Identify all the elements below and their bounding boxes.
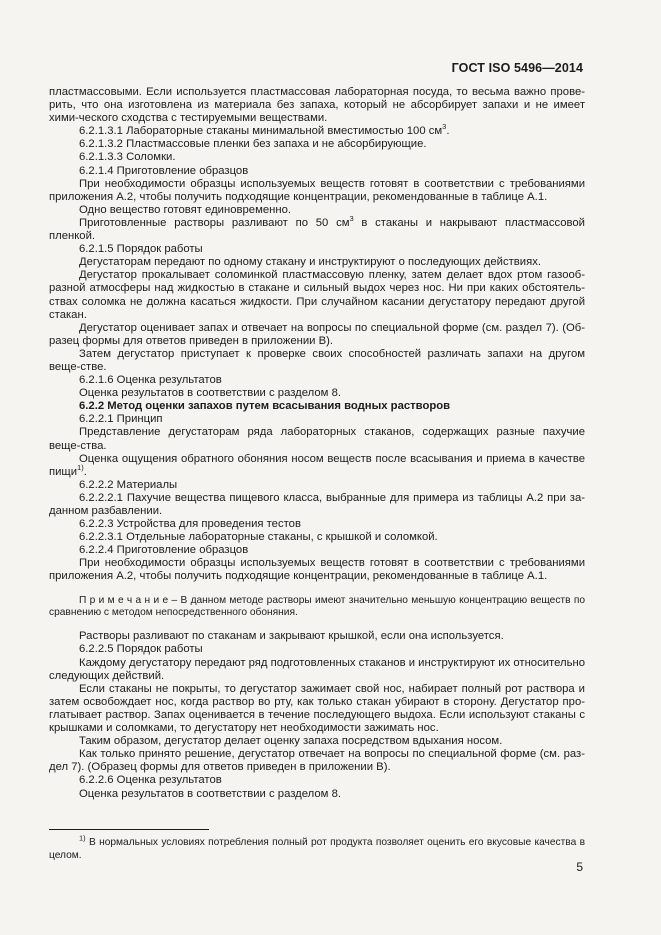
paragraph: [49, 643, 585, 656]
page-number: 5: [576, 860, 583, 874]
paragraph: [49, 657, 585, 683]
paragraph: [49, 426, 585, 452]
paragraph-text: 6.2.2 Метод оценки запахов путем всасывания водных растворов: [79, 400, 451, 413]
paragraph: [49, 413, 585, 426]
paragraph-text: 6.2.2.2 Материалы: [79, 478, 178, 491]
paragraph: [49, 178, 585, 204]
paragraph: [49, 348, 585, 374]
paragraph-text: 6.2.1.3.1 Лабораторные стаканы минимальной вместимостью 100 см: [79, 125, 443, 138]
paragraph: [49, 387, 585, 400]
paragraph: [49, 138, 585, 151]
paragraph: [49, 453, 585, 479]
paragraph-text: 6.2.2.4 Приготовление образцов: [79, 544, 249, 557]
paragraph-text-tail: в стаканы и накрывают пластмассовой пленкой.: [49, 216, 585, 243]
footnote: [49, 833, 585, 862]
paragraph: [49, 557, 585, 583]
footnote-text: В нормальных условиях потребления полный рот продукта позволяет оценить его вкусовые качества в целом.: [49, 837, 585, 861]
paragraph-text: 6.2.2.5 Порядок работы: [79, 643, 203, 656]
superscript: 1): [77, 462, 84, 472]
paragraph-text: Дегустатор прокалывает соломинкой пластмассовую пленку, затем делает вдох ртом газооб-разной атмосферы над жидкостью в стакане и сильный выдох через нос. Ни при каких обстоятель-ствах соломка не должна касаться жидкости. При случайном касании дегустатору передают другой стакан.: [49, 269, 585, 321]
paragraph: [49, 735, 585, 748]
paragraph: [49, 269, 585, 321]
paragraph-text: 6.2.1.3.2 Пластмассовые пленки без запаха и не абсорбирующие.: [79, 138, 427, 151]
paragraph: [49, 774, 585, 787]
paragraph-text-tail: .: [446, 125, 450, 138]
text-block-1: [49, 86, 585, 584]
paragraph-text: Затем дегустатор приступает к проверке своих способностей различать запахи на другом веще-стве.: [49, 347, 585, 373]
paragraph: [49, 544, 585, 557]
paragraph-text: Представление дегустаторам ряда лабораторных стаканов, содержащих разные пахучие веще-ства.: [49, 426, 585, 452]
paragraph-text-tail: .: [83, 465, 87, 478]
paragraph-text: Оценка результатов в соответствии с разделом 8.: [79, 387, 341, 400]
paragraph: [49, 243, 585, 256]
paragraph: [49, 683, 585, 735]
superscript: 3: [349, 214, 354, 224]
paragraph-text: 6.2.2.1 Принцип: [79, 413, 163, 426]
standard-header: ГОСТ ISO 5496—2014: [451, 61, 583, 75]
footnote-mark: 1): [79, 833, 86, 843]
paragraph-text: 6.2.1.4 Приготовление образцов: [79, 164, 249, 177]
paragraph-text: Дегустатор оценивает запах и отвечает на вопросы по специальной форме (см. раздел 7). (Об-разец формы для ответов приведен в приложении В).: [49, 321, 585, 347]
paragraph: [49, 204, 585, 217]
paragraph-text: Одно вещество готовят единовременно.: [79, 203, 292, 216]
footnote-rule: [49, 829, 209, 830]
paragraph: [49, 492, 585, 518]
paragraph: [49, 122, 585, 138]
paragraph-text: 6.2.2.6 Оценка результатов: [79, 774, 222, 787]
paragraph-text: 6.2.2.3 Устройства для проведения тестов: [79, 518, 301, 531]
paragraph-text: Дегустаторам передают по одному стакану и инструктируют о последующих действиях.: [79, 256, 542, 269]
paragraph: [49, 630, 585, 643]
paragraph: [49, 788, 585, 801]
paragraph: [49, 479, 585, 492]
paragraph: [49, 400, 585, 413]
paragraph-text: Оценка ощущения обратного обоняния носом веществ после всасывания и приема в качестве пищи: [49, 452, 585, 478]
paragraph: [49, 165, 585, 178]
text-block-2: [49, 630, 585, 800]
paragraph-text: При необходимости образцы используемых веществ готовят в соответствии с требованиями приложения А.2, чтобы получить подходящие концентрации, рекомендованные в таблице А.1.: [49, 557, 585, 583]
paragraph: [49, 86, 585, 125]
paragraph-text: 6.2.1.6 Оценка результатов: [79, 374, 222, 387]
paragraph-text: Если стаканы не покрыты, то дегустатор зажимает свой нос, набирает полный рот раствора и затем освобождает нос, когда раствор во рту, как только стакан убирают в сторону. Дегустатор про-глатывает раствор. Запах оценивается в течение последующего выдоха. Если используют стаканы с крышками и соломками, то дегустатору нет необходимости зажимать нос.: [49, 682, 585, 735]
superscript: 3: [442, 122, 447, 132]
paragraph-text: 6.2.1.5 Порядок работы: [79, 243, 203, 256]
paragraph-text: При необходимости образцы используемых веществ готовят в соответствии с требованиями приложения А.2, чтобы получить подходящие концентрации, рекомендованные в таблице А.1.: [49, 177, 585, 203]
note: [49, 595, 585, 620]
document-body: [49, 86, 585, 801]
paragraph-text: Каждому дегустатору передают ряд подготовленных стаканов и инструктируют их относительно следующих действий.: [49, 656, 585, 682]
paragraph-text: Оценка результатов в соответствии с разделом 8.: [79, 787, 341, 800]
note-label: П р и м е ч а н и е: [79, 594, 169, 606]
paragraph-text: 6.2.1.3.3 Соломки.: [79, 151, 176, 164]
paragraph: [49, 214, 585, 243]
paragraph-text: Растворы разливают по стаканам и закрывают крышкой, если она используется.: [79, 630, 504, 643]
paragraph: [49, 322, 585, 348]
paragraph: [49, 151, 585, 164]
paragraph-text: Таким образом, дегустатор делает оценку запаха посредством вдыхания носом.: [79, 735, 503, 748]
note-text: – В данном методе растворы имеют значительно меньшую концентрацию веществ по сравнению с методом непосредственного обоняния.: [49, 594, 585, 618]
paragraph-text: пластмассовыми. Если используется пластмассовая лабораторная посуда, то весьма важно прове-рить, что она изготовлена из материала без запаха, который не абсорбирует запахи и не имеет хими-ческого сходства с тестируемыми веществами.: [49, 86, 585, 125]
paragraph: [49, 256, 585, 269]
paragraph-text: Приготовленные растворы разливают по 50 см: [79, 216, 350, 229]
paragraph: [49, 748, 585, 774]
paragraph: [49, 531, 585, 544]
paragraph-text: 6.2.2.3.1 Отдельные лабораторные стаканы, с крышкой и соломкой.: [79, 531, 438, 544]
paragraph: [49, 374, 585, 387]
paragraph-text: Как только принято решение, дегустатор отвечает на вопросы по специальной форме (см. раз-дел 7). (Образец формы для ответов приведен в приложении В).: [49, 748, 585, 774]
paragraph: [49, 518, 585, 531]
paragraph-text: 6.2.2.2.1 Пахучие вещества пищевого класса, выбранные для примера из таблицы А.2 при за-данном разбавлении.: [49, 491, 585, 517]
